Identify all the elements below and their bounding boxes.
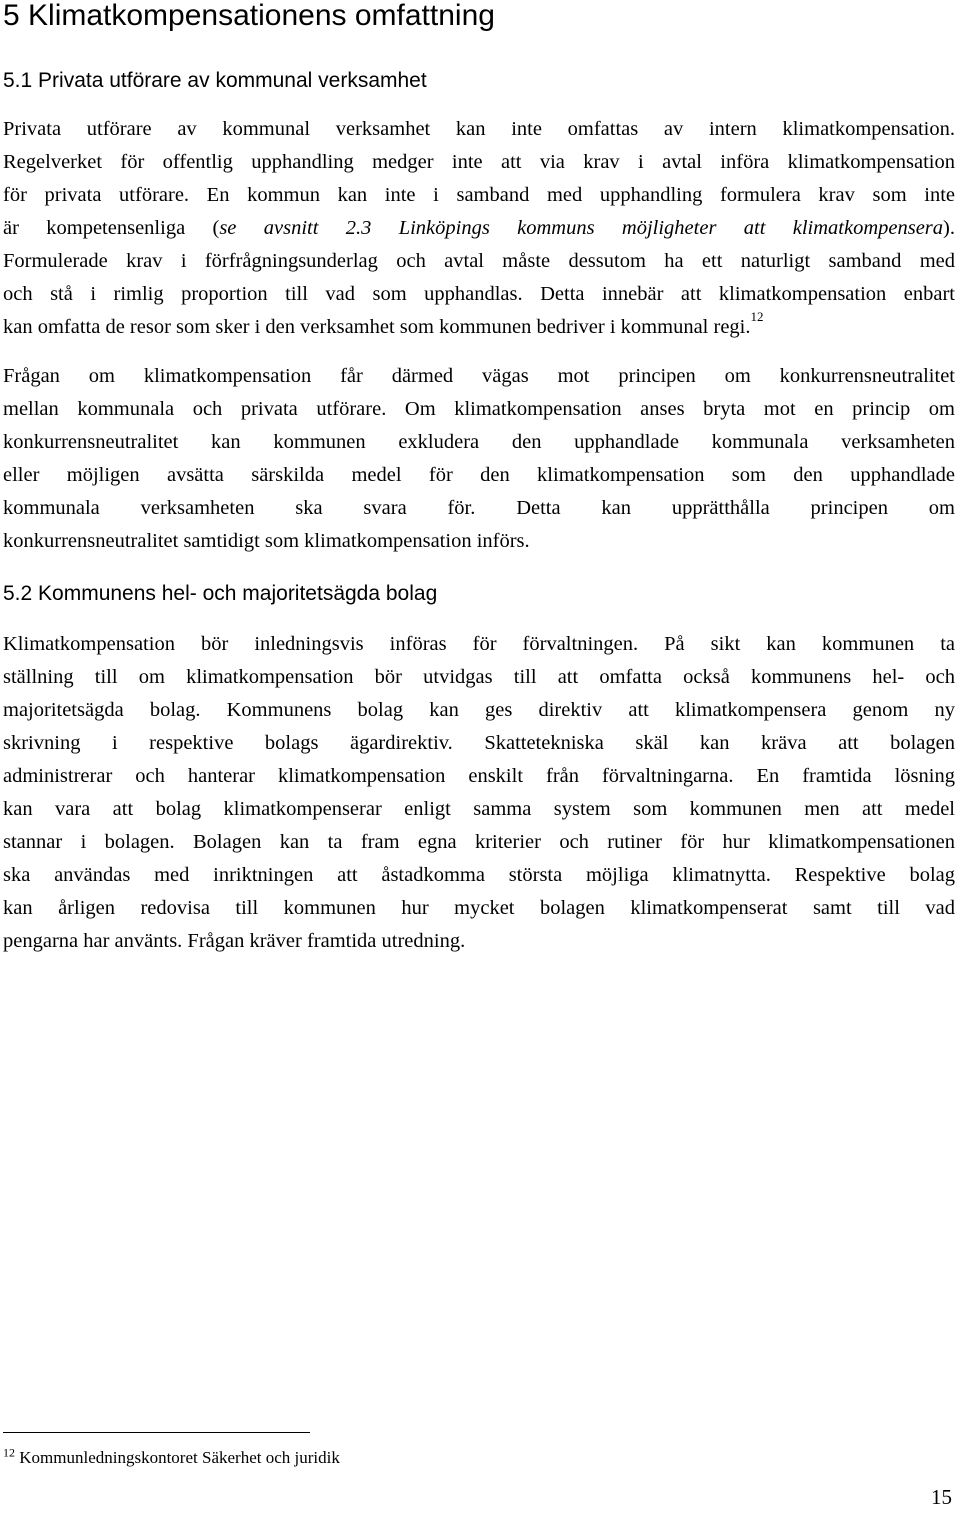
footnote-text: Kommunledningskontoret Säkerhet och juridik — [19, 1448, 340, 1467]
text-line: Privata utförare av kommunal verksamhet kan inte omfattas av intern klimatkompensation. — [3, 118, 955, 140]
text-line: och stå i rimlig proportion till vad som upphandlas. Detta innebär att klimatkompensation enbart — [3, 283, 955, 305]
footnote-number: 12 — [3, 1445, 15, 1460]
text-line: kommunala verksamheten ska svara för. Detta kan upprätthålla principen om — [3, 497, 955, 519]
text-run: ). — [943, 217, 955, 239]
text-line: ställning till om klimatkompensation bör utvidgas till att omfatta också kommunens hel- och — [3, 666, 955, 688]
text-line: för privata utförare. En kommun kan inte i samband med upphandling formulera krav som inte — [3, 184, 955, 206]
text-line: pengarna har använts. Frågan kräver framtida utredning. — [3, 930, 466, 952]
text-run: är kompetensenliga ( — [3, 217, 220, 239]
text-line: administrerar och hanterar klimatkompensation enskilt från förvaltningarna. En framtida lösning — [3, 765, 955, 787]
text-line: kan vara att bolag klimatkompenserar enligt samma system som kommunen men att medel — [3, 798, 955, 820]
text-line: konkurrensneutralitet kan kommunen exkludera den upphandlade kommunala verksamheten — [3, 431, 955, 453]
text-line: Regelverket för offentlig upphandling medger inte att via krav i avtal införa klimatkompensation — [3, 151, 955, 173]
text-line: mellan kommunala och privata utförare. Om klimatkompensation anses bryta mot en princip om — [3, 398, 955, 420]
text-line: skrivning i respektive bolags ägardirektiv. Skattetekniska skäl kan kräva att bolagen — [3, 732, 955, 754]
page-number: 15 — [931, 1485, 952, 1509]
footnote-reference[interactable]: 12 — [750, 309, 764, 325]
footnote — [3, 1447, 340, 1469]
section-heading: 5 Klimatkompensationens omfattning — [3, 0, 495, 32]
text-line: konkurrensneutralitet samtidigt som klimatkompensation införs. — [3, 530, 530, 552]
text-line: stannar i bolagen. Bolagen kan ta fram egna kriterier och rutiner för hur klimatkompensationen — [3, 831, 955, 853]
text-line: Klimatkompensation bör inledningsvis införas för förvaltningen. På sikt kan kommunen ta — [3, 633, 955, 655]
text-line: Formulerade krav i förfrågningsunderlag och avtal måste dessutom ha ett naturligt samband med — [3, 250, 955, 272]
paragraph-competition-neutrality — [3, 360, 955, 558]
paragraph-municipal-companies — [3, 628, 955, 958]
text-line: majoritetsägda bolag. Kommunens bolag kan ges direktiv att klimatkompensera genom ny — [3, 699, 955, 721]
subsection-heading-5-1: 5.1 Privata utförare av kommunal verksamhet — [3, 69, 427, 92]
text-line: ska användas med inriktningen att åstadkomma största möjliga klimatnytta. Respektive bolag — [3, 864, 955, 886]
text-line: eller möjligen avsätta särskilda medel för den klimatkompensation som den upphandlade — [3, 464, 955, 486]
section-reference: se avsnitt 2.3 Linköpings kommuns möjligheter att klimatkompensera — [219, 217, 944, 239]
text-run: kan omfatta de resor som sker i den verksamhet som kommunen bedriver i kommunal regi. — [3, 316, 751, 338]
text-line: kan årligen redovisa till kommunen hur mycket bolagen klimatkompenserat samt till vad — [3, 897, 955, 919]
paragraph-private-providers — [3, 113, 955, 344]
text-line — [3, 311, 955, 344]
footnote-separator — [3, 1432, 310, 1433]
subsection-heading-5-2: 5.2 Kommunens hel- och majoritetsägda bolag — [3, 582, 438, 605]
text-line — [3, 212, 955, 245]
text-line: Frågan om klimatkompensation får därmed vägas mot principen om konkurrensneutralitet — [3, 365, 955, 387]
